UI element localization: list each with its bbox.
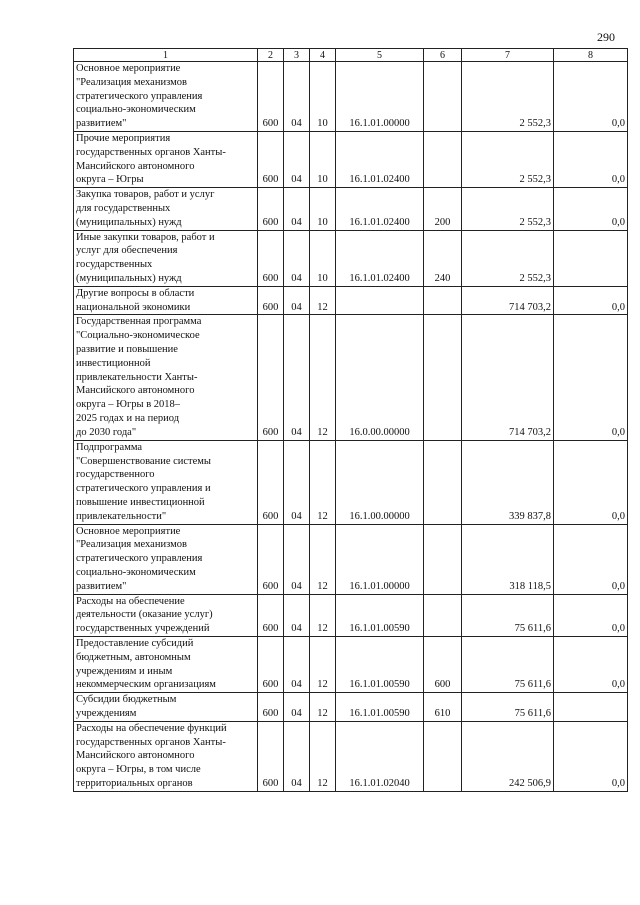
ministry-code: 600	[258, 188, 284, 230]
amount-secondary: 0,0	[554, 315, 628, 440]
target-article-code: 16.1.01.02400	[336, 230, 424, 286]
ministry-code: 600	[258, 132, 284, 188]
subsection-code: 10	[310, 188, 336, 230]
amount-secondary: 0,0	[554, 286, 628, 315]
column-header: 8	[554, 49, 628, 62]
expense-name: Государственная программа "Социально-экономическое развитие и повышение инвестиционной привлекательности Ханты- Мансийского автономного округа – Югры в 2018– 2025 годах и на период до 2030 года"	[74, 315, 258, 440]
target-article-code: 16.0.00.00000	[336, 315, 424, 440]
table-row	[74, 62, 628, 132]
amount: 242 506,9	[462, 721, 554, 791]
target-article-code: 16.1.01.00000	[336, 524, 424, 594]
target-article-code: 16.1.00.00000	[336, 440, 424, 524]
amount: 75 611,6	[462, 594, 554, 636]
expense-name: Иные закупки товаров, работ и услуг для обеспечения государственных (муниципальных) нужд	[74, 230, 258, 286]
table-row	[74, 721, 628, 791]
amount-secondary: 0,0	[554, 636, 628, 692]
amount-secondary: 0,0	[554, 524, 628, 594]
amount: 714 703,2	[462, 286, 554, 315]
table-row	[74, 524, 628, 594]
subsection-code: 12	[310, 440, 336, 524]
section-code: 04	[284, 693, 310, 722]
column-header: 7	[462, 49, 554, 62]
column-header: 3	[284, 49, 310, 62]
section-code: 04	[284, 230, 310, 286]
budget-table	[73, 48, 628, 792]
expense-type-code	[424, 594, 462, 636]
subsection-code: 12	[310, 315, 336, 440]
page-number: 290	[597, 30, 615, 44]
amount-secondary	[554, 693, 628, 722]
table-row	[74, 636, 628, 692]
target-article-code: 16.1.01.00590	[336, 693, 424, 722]
expense-type-code	[424, 286, 462, 315]
subsection-code: 12	[310, 693, 336, 722]
subsection-code: 12	[310, 286, 336, 315]
subsection-code: 12	[310, 594, 336, 636]
amount: 2 552,3	[462, 62, 554, 132]
section-code: 04	[284, 286, 310, 315]
amount-secondary: 0,0	[554, 594, 628, 636]
table-row	[74, 286, 628, 315]
table-row	[74, 693, 628, 722]
ministry-code: 600	[258, 286, 284, 315]
column-header: 6	[424, 49, 462, 62]
ministry-code: 600	[258, 594, 284, 636]
target-article-code: 16.1.01.00590	[336, 594, 424, 636]
amount-secondary	[554, 230, 628, 286]
subsection-code: 12	[310, 721, 336, 791]
expense-type-code	[424, 721, 462, 791]
expense-type-code: 240	[424, 230, 462, 286]
expense-type-code: 600	[424, 636, 462, 692]
amount: 2 552,3	[462, 230, 554, 286]
expense-name: Подпрограмма "Совершенствование системы государственного стратегического управления и повышение инвестиционной привлекательности"	[74, 440, 258, 524]
amount: 2 552,3	[462, 188, 554, 230]
section-code: 04	[284, 721, 310, 791]
amount: 75 611,6	[462, 636, 554, 692]
expense-name: Основное мероприятие "Реализация механизмов стратегического управления социально-экономическим развитием"	[74, 62, 258, 132]
expense-type-code	[424, 132, 462, 188]
column-header: 4	[310, 49, 336, 62]
column-header: 2	[258, 49, 284, 62]
section-code: 04	[284, 188, 310, 230]
table-header-row	[74, 49, 628, 62]
expense-name: Основное мероприятие "Реализация механизмов стратегического управления социально-экономическим развитием"	[74, 524, 258, 594]
expense-name: Расходы на обеспечение деятельности (оказание услуг) государственных учреждений	[74, 594, 258, 636]
subsection-code: 10	[310, 230, 336, 286]
expense-name: Расходы на обеспечение функций государственных органов Ханты- Мансийского автономного округа – Югры, в том числе территориальных органов	[74, 721, 258, 791]
table-row	[74, 440, 628, 524]
target-article-code: 16.1.01.02400	[336, 188, 424, 230]
table-row	[74, 230, 628, 286]
amount-secondary: 0,0	[554, 721, 628, 791]
expense-name: Закупка товаров, работ и услуг для государственных (муниципальных) нужд	[74, 188, 258, 230]
section-code: 04	[284, 524, 310, 594]
section-code: 04	[284, 315, 310, 440]
target-article-code: 16.1.01.02400	[336, 132, 424, 188]
section-code: 04	[284, 636, 310, 692]
ministry-code: 600	[258, 721, 284, 791]
target-article-code: 16.1.01.00000	[336, 62, 424, 132]
amount-secondary: 0,0	[554, 440, 628, 524]
subsection-code: 10	[310, 132, 336, 188]
expense-name: Прочие мероприятия государственных органов Ханты- Мансийского автономного округа – Югры	[74, 132, 258, 188]
subsection-code: 12	[310, 524, 336, 594]
expense-name: Субсидии бюджетным учреждениям	[74, 693, 258, 722]
subsection-code: 12	[310, 636, 336, 692]
expense-type-code	[424, 62, 462, 132]
section-code: 04	[284, 440, 310, 524]
section-code: 04	[284, 62, 310, 132]
column-header: 5	[336, 49, 424, 62]
subsection-code: 10	[310, 62, 336, 132]
column-header: 1	[74, 49, 258, 62]
ministry-code: 600	[258, 693, 284, 722]
expense-type-code	[424, 440, 462, 524]
expense-name: Другие вопросы в области национальной экономики	[74, 286, 258, 315]
expense-type-code: 610	[424, 693, 462, 722]
amount-secondary: 0,0	[554, 62, 628, 132]
table-row	[74, 594, 628, 636]
expense-type-code	[424, 524, 462, 594]
amount: 714 703,2	[462, 315, 554, 440]
expense-type-code: 200	[424, 188, 462, 230]
ministry-code: 600	[258, 315, 284, 440]
target-article-code	[336, 286, 424, 315]
amount: 318 118,5	[462, 524, 554, 594]
table-row	[74, 315, 628, 440]
table-row	[74, 188, 628, 230]
ministry-code: 600	[258, 230, 284, 286]
amount: 339 837,8	[462, 440, 554, 524]
target-article-code: 16.1.01.00590	[336, 636, 424, 692]
ministry-code: 600	[258, 440, 284, 524]
table-row	[74, 132, 628, 188]
ministry-code: 600	[258, 62, 284, 132]
ministry-code: 600	[258, 636, 284, 692]
amount: 2 552,3	[462, 132, 554, 188]
amount-secondary: 0,0	[554, 132, 628, 188]
ministry-code: 600	[258, 524, 284, 594]
section-code: 04	[284, 594, 310, 636]
amount: 75 611,6	[462, 693, 554, 722]
amount-secondary: 0,0	[554, 188, 628, 230]
target-article-code: 16.1.01.02040	[336, 721, 424, 791]
expense-name: Предоставление субсидий бюджетным, автономным учреждениям и иным некоммерческим организациям	[74, 636, 258, 692]
expense-type-code	[424, 315, 462, 440]
section-code: 04	[284, 132, 310, 188]
